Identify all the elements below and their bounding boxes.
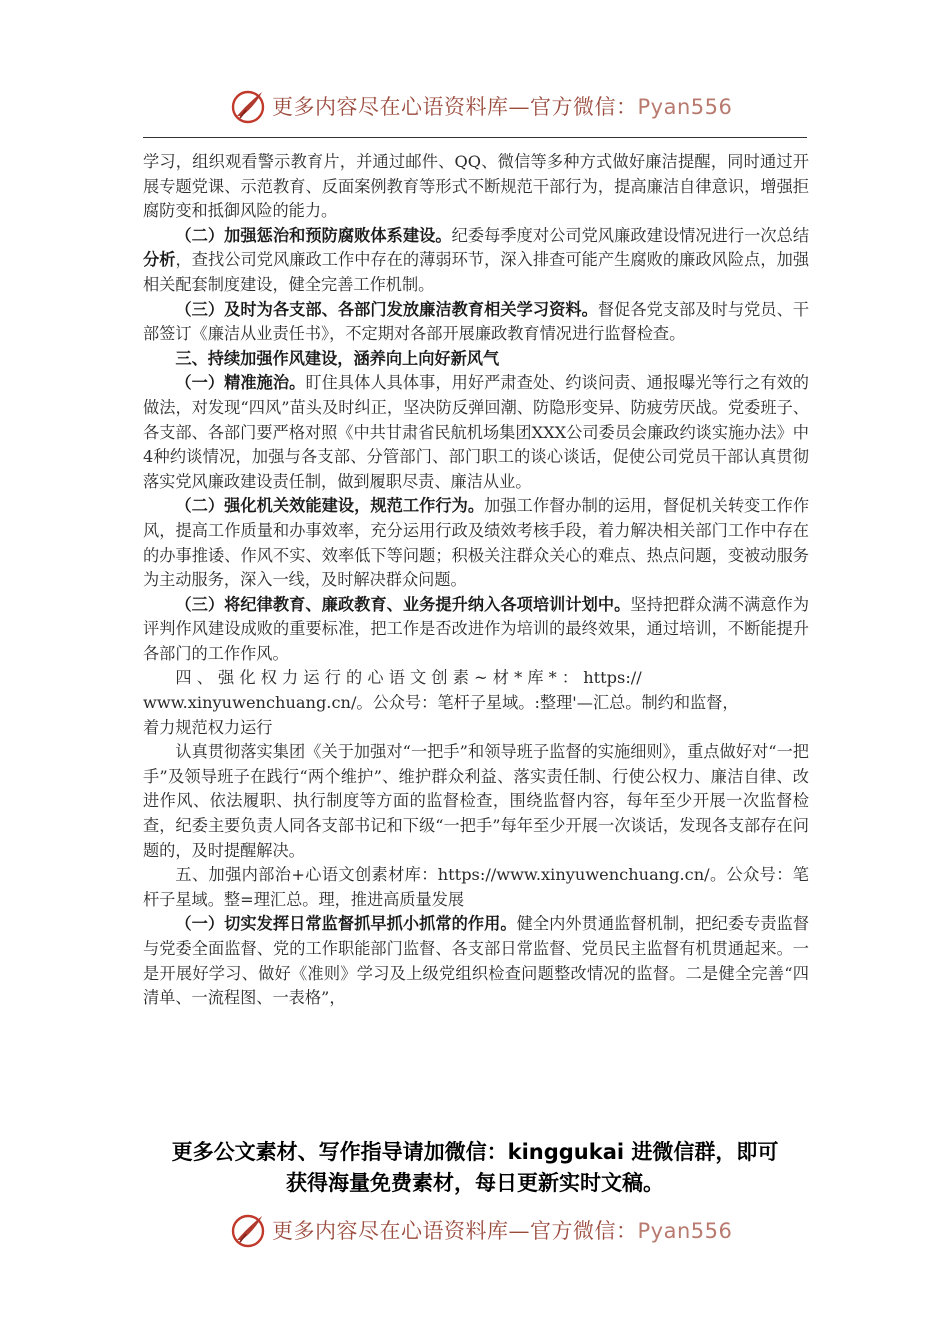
header-divider bbox=[143, 137, 807, 138]
subheading: （二）强化机关效能建设，规范工作行为。 bbox=[175, 496, 485, 516]
promo-note-line: 获得海量免费素材，每日更新实时文稿。 bbox=[286, 1171, 664, 1195]
quill-logo-icon bbox=[228, 86, 268, 126]
paragraph: 学习，组织观看警示教育片，并通过邮件、QQ、微信等多种方式做好廉洁提醒，同时通过开展专题党课、示范教育、反面案例教育等形式不断规范干部行为，提高廉洁自律意识，增强拒腐防变和抵御风险的能力。 bbox=[143, 152, 809, 221]
paragraph: （一）切实发挥日常监督抓早抓小抓常的作用。健全内外贯通监督机制，把纪委专责监督与党委全面监督、党的工作职能部门监督、各支部日常监督、党员民主监督有机贯通起来。一是开展好学习、做好《准则》学习及上级党组织检查问题整改情况的监督。二是健全完善“四清单、一流程图、一表格”， bbox=[143, 914, 810, 1008]
paragraph: （二）强化机关效能建设，规范工作行为。加强工作督办制的运用，督促机关转变工作作风，提高工作质量和办事效率，充分运用行政及绩效考核手段，着力解决相关部门工作中存在的办事推诿、作风不实、效率低下等问题；积极关注群众关心的难点、热点问题，变被动服务为主动服务，深入一线，及时解决群众问题。 bbox=[143, 496, 810, 590]
document-body bbox=[143, 150, 809, 1011]
paragraph: 认真贯彻落实集团《关于加强对“一把手”和领导班子监督的实施细则》，重点做好对“一把手”及领导班子在践行“两个维护”、维护群众利益、落实责任制、行使公权力、廉洁自律、改进作风、依法履职、执行制度等方面的监督检查，围绕监督内容，每年至少开展一次监督检查，纪委主要负责人同各支部书记和下级“一把手”每年至少开展一次谈话，发现各支部存在问题的，及时提醒解决。 bbox=[143, 742, 809, 860]
header-banner-text: 更多内容尽在心语资料库—官方微信：Pyan556 bbox=[272, 95, 733, 119]
section-heading-cont: www.xinyuwenchuang.cn/。公众号：笔杆子星域。:整理'—汇总。制约和监督， bbox=[143, 693, 739, 713]
footer-wechat-id: Pyan556 bbox=[637, 1219, 733, 1243]
footer-banner bbox=[0, 1204, 950, 1254]
subheading: （一）切实发挥日常监督抓早抓小抓常的作用。 bbox=[175, 914, 517, 934]
subheading: （一）精准施治。 bbox=[175, 373, 306, 393]
section-heading: 四 、 强 化 权 力 运 行 的 心 语 文 创 素 ~ 材 * 库 * ： https:// bbox=[175, 668, 642, 688]
quill-logo-icon bbox=[228, 1210, 268, 1250]
paragraph: （二）加强惩治和预防腐败体系建设。纪委每季度对公司党风廉政建设情况进行一次总结分析，查找公司党风廉政工作中存在的薄弱环节，深入排查可能产生腐败的廉政风险点，加强相关配套制度建设，健全完善工作机制。 bbox=[143, 225, 810, 294]
promo-note bbox=[100, 1137, 850, 1199]
promo-note-line: 更多公文素材、写作指导请加微信：kinggukai 进微信群，即可 bbox=[171, 1140, 779, 1164]
footer-banner-text: 更多内容尽在心语资料库—官方微信：Pyan556 bbox=[272, 1219, 733, 1243]
subheading: （三）及时为各支部、各部门发放廉洁教育相关学习资料。 bbox=[175, 299, 598, 319]
subheading: （二）加强惩治和预防腐败体系建设。 bbox=[175, 225, 452, 245]
paragraph: （一）精准施治。盯住具体人具体事，用好严肃查处、约谈问责、通报曝光等行之有效的做法，对发现“四风”苗头及时纠正，坚决防反弹回潮、防隐形变异、防疲劳厌战。党委班子、各支部、各部门要严格对照《中共甘肃省民航机场集团XXX公司委员会廉政约谈实施办法》中4种约谈情况，加强与各支部、分管部门、部门职工的谈心谈话，促使公司党员干部认真贯彻落实党风廉政建设责任制，做到履职尽责、廉洁从业。 bbox=[143, 373, 809, 491]
paragraph: （三）及时为各支部、各部门发放廉洁教育相关学习资料。督促各党支部及时与党员、干部签订《廉洁从业责任书》，不定期对各部开展廉政教育情况进行监督检查。 bbox=[143, 299, 810, 344]
paragraph: （三）将纪律教育、廉政教育、业务提升纳入各项培训计划中。坚持把群众满不满意作为评判作风建设成败的重要标准，把工作是否改进作为培训的最终效果，通过培训，不断能提升各部门的工作作风。 bbox=[143, 594, 810, 663]
header-banner bbox=[0, 80, 950, 130]
section-heading: 五、加强内部治+心语文创素材库：https://www.xinyuwenchuang.cn/。公众号：笔杆子星域。整=理汇总。理，推进高质量发展 bbox=[143, 865, 809, 909]
section-heading-cont: 着力规范权力运行 bbox=[143, 717, 273, 737]
subheading: （三）将纪律教育、廉政教育、业务提升纳入各项培训计划中。 bbox=[175, 594, 631, 614]
header-wechat-id: Pyan556 bbox=[637, 95, 733, 119]
section-heading: 三、持续加强作风建设，涵养向上向好新风气 bbox=[175, 348, 500, 368]
